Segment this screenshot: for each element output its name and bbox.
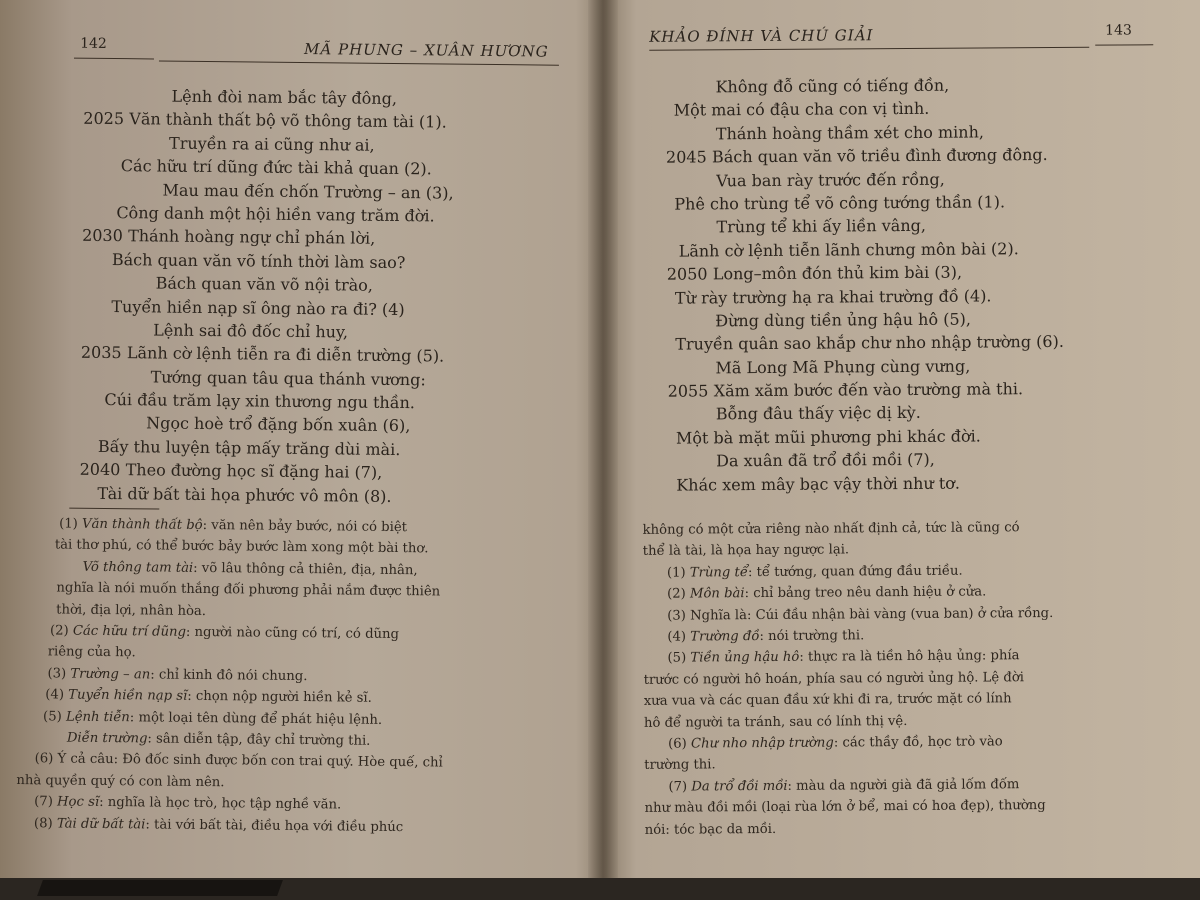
footnote-separator	[69, 508, 159, 510]
verse-line	[668, 470, 1200, 497]
verse-text: Một bà mặt mũi phương phi khác đời.	[675, 426, 981, 448]
verse-text: Phê cho trùng tể võ công tướng thần (1).	[674, 192, 1006, 214]
footnote-key: (3)	[667, 608, 686, 624]
verse-text: Cúi đầu trăm lạy xin thương ngu thần.	[104, 390, 416, 413]
line-number: 2035	[80, 342, 122, 363]
footnote-text: : thực ra là tiền hô hậu ủng: phía	[799, 648, 1020, 666]
verse-text: Lệnh đòi nam bắc tây đông,	[171, 86, 398, 108]
table-surface	[0, 878, 1200, 900]
footnote-text: nói: tóc bạc da mồi.	[644, 821, 777, 838]
footnote-term: Trường – an	[70, 666, 151, 683]
footnote-term: Lệnh tiễn	[65, 709, 130, 725]
header-rule	[1095, 44, 1153, 45]
footnote-text: : các thầy đồ, học trò vào	[833, 734, 1003, 751]
footnote-term: Văn thành thất bộ	[81, 516, 203, 533]
footnote-term: Diễn trường	[66, 730, 148, 747]
footnote-key: (8)	[33, 815, 53, 832]
right-page	[609, 0, 1200, 882]
footnote-text: thời, địa lợi, nhân hòa.	[56, 602, 207, 619]
verse-text: Một mai có đậu cha con vị tình.	[673, 99, 930, 121]
verse-text: Lãnh cờ lệnh tiễn lãnh chưng môn bài (2).	[678, 238, 1019, 261]
page-number: 143	[1105, 22, 1132, 39]
footnote-term: Da trổ đồi mồi	[691, 778, 788, 795]
verse-text: Thánh hoàng ngự chỉ phán lời,	[128, 226, 376, 249]
verse-text: Da xuân đã trổ đồi mồi (7),	[716, 450, 935, 471]
footnote-text: : tể tướng, quan đứng đầu triều.	[747, 563, 963, 580]
footnote-text: : võ lâu thông cả thiên, địa, nhân,	[193, 560, 418, 579]
footnote-text: Nghĩa là: Cúi đầu nhận bài vàng (vua ban) ở cửa rồng.	[690, 605, 1054, 624]
verse-text: Tuyển hiền nạp sĩ ông nào ra đi? (4)	[111, 296, 405, 319]
footnotes	[613, 516, 1200, 841]
footnote-term: Võ thông tam tài	[82, 559, 194, 576]
footnote-term: Tuyển hiền nạp sĩ	[68, 687, 188, 705]
line-number: 2025	[83, 109, 125, 129]
footnote-line	[615, 816, 1200, 842]
verse-text: Ngọc hoè trổ đặng bốn xuân (6),	[146, 413, 411, 436]
footnote-text: tài thơ phú, có thể bước bảy bước làm xong một bài thơ.	[54, 537, 429, 557]
footnote-text: hô để người ta tránh, sau có lính thị vệ.	[643, 713, 908, 731]
verse-text: Từ rày trường hạ ra khai trường đồ (4).	[674, 285, 992, 308]
left-page	[0, 0, 605, 883]
verse-text: Truyền ra ai cũng như ai,	[169, 133, 375, 155]
footnote-text: xưa vua và các quan đầu xứ khi đi ra, trước mặt có lính	[643, 691, 1012, 710]
verse-text: Tài dữ bất tài họa phước vô môn (8).	[97, 483, 392, 506]
verse-text: Thánh hoàng thầm xét cho minh,	[715, 122, 985, 144]
footnote-text: thể là tài, là họa hay ngược lại.	[642, 542, 850, 560]
line-number: 2030	[82, 226, 123, 246]
verse-text: Bách quan văn võ tính thời làm sao?	[111, 249, 406, 272]
verse-text: Bỗng đâu thấy việc dị kỳ.	[715, 403, 921, 424]
verse-text: Mã Long Mã Phụng cùng vưng,	[715, 356, 971, 378]
footnote-text: : chỉ bảng treo nêu danh hiệu ở cửa.	[744, 584, 987, 602]
line-number: 2050	[666, 264, 708, 284]
line-number: 2040	[79, 459, 121, 480]
footnote-text: : văn nên bảy bước, nói có biệt	[202, 517, 408, 536]
footnote-text: : nghĩa là học trò, học tập nghề văn.	[99, 795, 342, 813]
verse-text: Long–môn đón thủ kim bài (3),	[712, 262, 963, 284]
footnote-text: : một loại tên dùng để phát hiệu lệnh.	[129, 709, 383, 728]
footnote-text: : chỉ kinh đô nói chung.	[150, 667, 308, 684]
footnote-term: Trùng tể	[689, 564, 749, 581]
verse-text: Lệnh sai đô đốc chỉ huy,	[153, 320, 349, 342]
footnote-text: như màu đồi mồi (loại rùa lớn ở bể, mai có hoa đẹp), thường	[644, 798, 1046, 817]
verse-text: Xăm xăm bước đến vào trường mà thi.	[713, 379, 1024, 401]
footnote-key: (2)	[667, 586, 686, 602]
verse-text: Mau mau đến chốn Trường – an (3),	[162, 180, 454, 203]
verse-text: Các hữu trí dũng đức tài khả quan (2).	[120, 156, 432, 179]
verse-text: Bấy thu luyện tập mấy trăng dùi mài.	[97, 436, 401, 459]
footnote-key: (4)	[45, 687, 65, 703]
verse-block	[79, 84, 603, 510]
verse-text: Công danh một hội hiền vang trăm đời.	[116, 203, 435, 226]
header-rule	[159, 61, 559, 66]
verse-text: Tướng quan tâu qua thánh vương:	[150, 367, 426, 390]
verse-text: Theo đường học sĩ đặng hai (7),	[125, 460, 383, 483]
footnote-term: Chư nho nhập trường	[690, 735, 834, 752]
running-head: MÃ PHUNG – XUÂN HƯƠNG	[304, 40, 549, 61]
footnote-text: trường thi.	[644, 757, 716, 774]
footnote-key: (1)	[666, 565, 686, 581]
verse-text: Bách quan văn võ triều đình đương đông.	[711, 145, 1048, 167]
footnote-key: (3)	[47, 666, 67, 682]
footnote-term: Học sĩ	[57, 794, 100, 811]
footnote-term: Môn bài	[689, 586, 745, 602]
footnote-text: nghĩa là nói muốn thắng đối phương phải nắm được thiên	[56, 580, 441, 600]
verse-text: Trùng tể khi ấy liền vâng,	[716, 216, 927, 237]
footnote-text: không có một cửa riêng nào nhất định cả, tức là cũng có	[642, 520, 1020, 538]
line-number: 2055	[667, 381, 709, 401]
footnote-text: : sân diễn tập, đây chỉ trường thi.	[147, 731, 371, 749]
footnotes	[0, 513, 599, 840]
footnote-text: trước có người hô hoán, phía sau có người ủng hộ. Lệ đời	[643, 670, 1025, 688]
verse-text: Khác xem mây bạc vậy thời như tơ.	[676, 473, 961, 495]
header-rule	[74, 58, 154, 60]
footnote-text: nhà quyền quý có con làm nên.	[16, 772, 225, 791]
header-rule	[649, 47, 1089, 51]
footnote-text: : màu da người già đã giả lốm đốm	[787, 777, 1020, 794]
footnote-text: : người nào cũng có trí, có dũng	[185, 624, 400, 643]
verse-text: Lãnh cờ lệnh tiễn ra đi diễn trường (5).	[126, 343, 445, 366]
footnote-key: (7)	[668, 779, 688, 795]
footnote-key: (2)	[49, 623, 69, 639]
footnote-key: (7)	[34, 794, 53, 810]
footnote-term: Tiền ủng hậu hô	[690, 650, 800, 666]
footnote-text: : tài với bất tài, điều họa với điều phúc	[145, 817, 404, 835]
footnote-key: (6)	[668, 736, 687, 752]
footnote-text: Ý cả câu: Đô đốc sinh được bốn con trai quý. Hòe quế, chỉ	[57, 751, 443, 771]
verse-line	[79, 481, 599, 510]
verse-text: Vua ban rày trước đến rồng,	[716, 169, 945, 190]
verse-text: Bách quan văn võ nội trào,	[155, 273, 374, 295]
table-edge	[37, 880, 283, 896]
footnote-key: (4)	[667, 629, 687, 645]
footnote-text: : chọn nộp người hiền kẻ sĩ.	[187, 689, 372, 707]
verse-block	[665, 72, 1200, 497]
footnote-term: Các hữu trí dũng	[72, 623, 187, 640]
running-head: KHẢO ĐÍNH VÀ CHÚ GIẢI	[649, 26, 874, 46]
footnote-term: Trường đồ	[690, 629, 760, 645]
verse-text: Văn thành thất bộ võ thông tam tài (1).	[129, 109, 447, 132]
verse-text: Đừng dùng tiền ủng hậu hô (5),	[715, 309, 971, 331]
footnote-key: (6)	[34, 751, 54, 767]
footnote-text: riêng của họ.	[47, 644, 136, 661]
footnote-key: (5)	[667, 650, 687, 667]
footnote-key: (1)	[59, 516, 78, 532]
line-number: 2045	[665, 147, 707, 167]
page-number: 142	[80, 35, 107, 52]
footnote-term: Tài dữ bất tài	[56, 816, 146, 833]
footnote-text: : nói trường thi.	[759, 628, 865, 645]
verse-text: Không đỗ cũng có tiếng đồn,	[715, 75, 950, 97]
footnote-key: (5)	[43, 708, 62, 725]
verse-text: Truyền quân sao khắp chư nho nhập trường (6).	[675, 332, 1064, 354]
